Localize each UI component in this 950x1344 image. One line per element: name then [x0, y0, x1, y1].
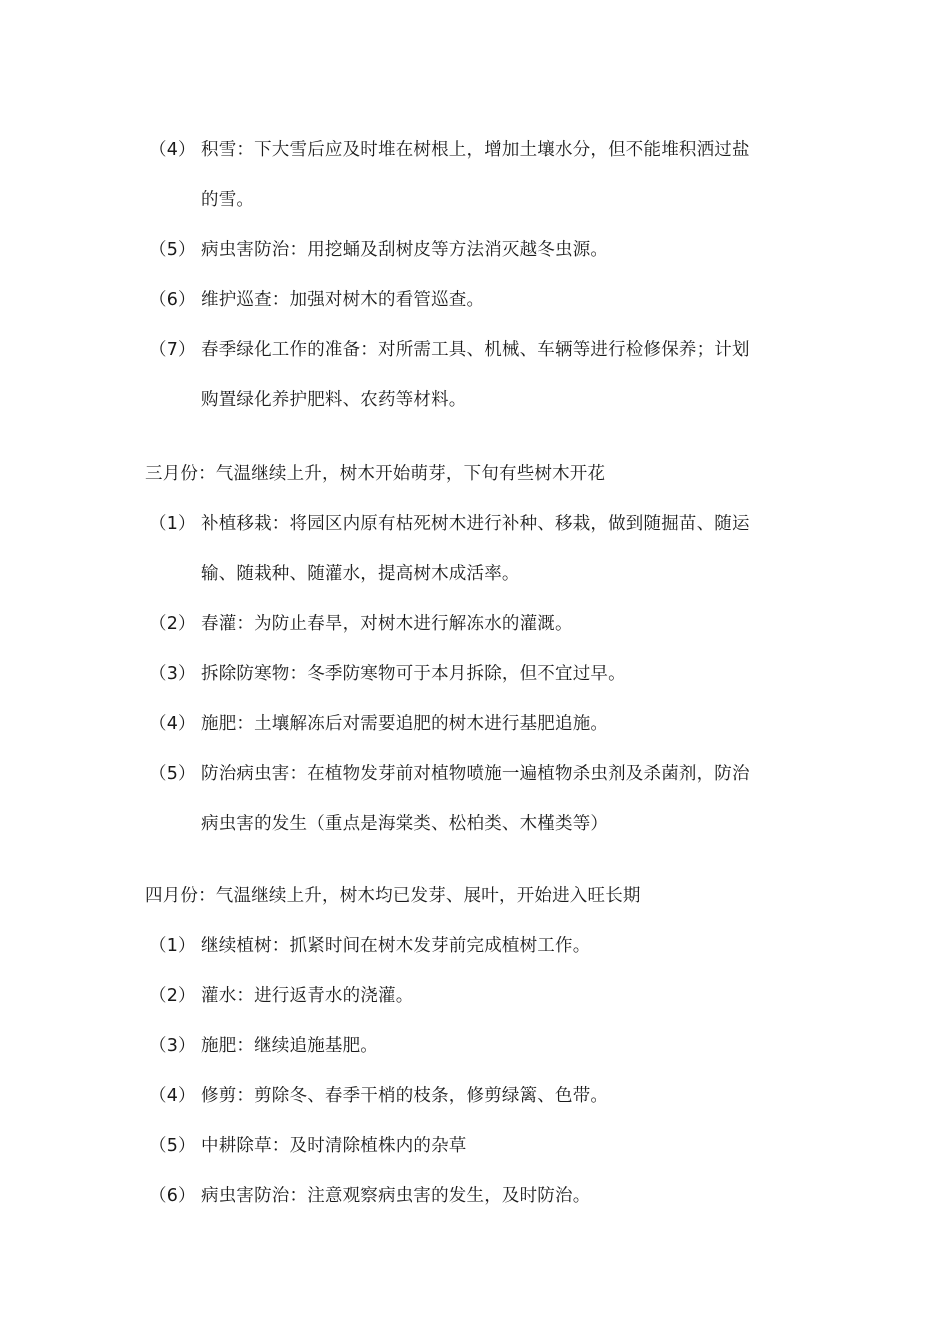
section-april — [145, 871, 805, 1221]
list-item — [145, 971, 805, 1021]
list-item — [145, 125, 805, 225]
item-text-line: 拆除防寒物：冬季防寒物可于本月拆除，但不宜过早。 — [201, 664, 626, 684]
item-number: （5） — [149, 240, 196, 260]
item-number: （4） — [149, 714, 196, 734]
list-item — [145, 499, 805, 599]
item-text-line: 防治病虫害：在植物发芽前对植物喷施一遍植物杀虫剂及杀菌剂，防治 — [201, 764, 750, 784]
list-item — [145, 599, 805, 649]
item-text-line: 病虫害防治：用挖蛹及刮树皮等方法消灭越冬虫源。 — [201, 240, 609, 260]
item-text-line: 继续植树：抓紧时间在树木发芽前完成植树工作。 — [201, 936, 591, 956]
section-heading: 三月份：气温继续上升，树木开始萌芽，下旬有些树木开花 — [145, 464, 606, 484]
section-heading: 四月份：气温继续上升，树木均已发芽、展叶，开始进入旺长期 — [145, 886, 641, 906]
list-item — [145, 1171, 805, 1221]
section-winter-continuation — [145, 125, 805, 425]
item-number: （3） — [149, 1036, 196, 1056]
list-item — [145, 649, 805, 699]
item-number: （4） — [149, 1086, 196, 1106]
item-number: （1） — [149, 514, 196, 534]
item-number: （4） — [149, 140, 196, 160]
item-text-line: 病虫害的发生（重点是海棠类、松柏类、木槿类等） — [201, 814, 609, 834]
item-text-line: 春季绿化工作的准备：对所需工具、机械、车辆等进行检修保养；计划 — [201, 340, 750, 360]
item-text-line: 补植移栽：将园区内原有枯死树木进行补种、移栽，做到随掘苗、随运 — [201, 514, 750, 534]
item-number: （5） — [149, 764, 196, 784]
item-text-line: 输、随栽种、随灌水，提高树木成活率。 — [201, 564, 520, 584]
item-text-line: 购置绿化养护肥料、农药等材料。 — [201, 390, 467, 410]
list-item — [145, 1071, 805, 1121]
item-number: （5） — [149, 1136, 196, 1156]
item-number: （6） — [149, 1186, 196, 1206]
item-text-line: 施肥：土壤解冻后对需要追肥的树木进行基肥追施。 — [201, 714, 609, 734]
item-text-line: 维护巡查：加强对树木的看管巡查。 — [201, 290, 485, 310]
list-item — [145, 749, 805, 849]
item-number: （7） — [149, 340, 196, 360]
item-text-line: 春灌：为防止春旱，对树木进行解冻水的灌溉。 — [201, 614, 573, 634]
list-item — [145, 921, 805, 971]
item-text-line: 积雪：下大雪后应及时堆在树根上，增加土壤水分，但不能堆积洒过盐 — [201, 140, 750, 160]
list-item — [145, 699, 805, 749]
item-text-line: 施肥：继续追施基肥。 — [201, 1036, 378, 1056]
item-text-line: 修剪：剪除冬、春季干梢的枝条，修剪绿篱、色带。 — [201, 1086, 609, 1106]
section-march — [145, 449, 805, 849]
list-item — [145, 1021, 805, 1071]
item-text-line: 灌水：进行返青水的浇灌。 — [201, 986, 414, 1006]
list-item — [145, 275, 805, 325]
list-item — [145, 325, 805, 425]
item-number: （6） — [149, 290, 196, 310]
list-item — [145, 225, 805, 275]
item-number: （1） — [149, 936, 196, 956]
item-number: （2） — [149, 614, 196, 634]
item-number: （2） — [149, 986, 196, 1006]
item-number: （3） — [149, 664, 196, 684]
list-item — [145, 1121, 805, 1171]
item-text-line: 的雪。 — [201, 190, 255, 210]
item-text-line: 中耕除草：及时清除植株内的杂草 — [201, 1136, 467, 1156]
item-text-line: 病虫害防治：注意观察病虫害的发生，及时防治。 — [201, 1186, 591, 1206]
